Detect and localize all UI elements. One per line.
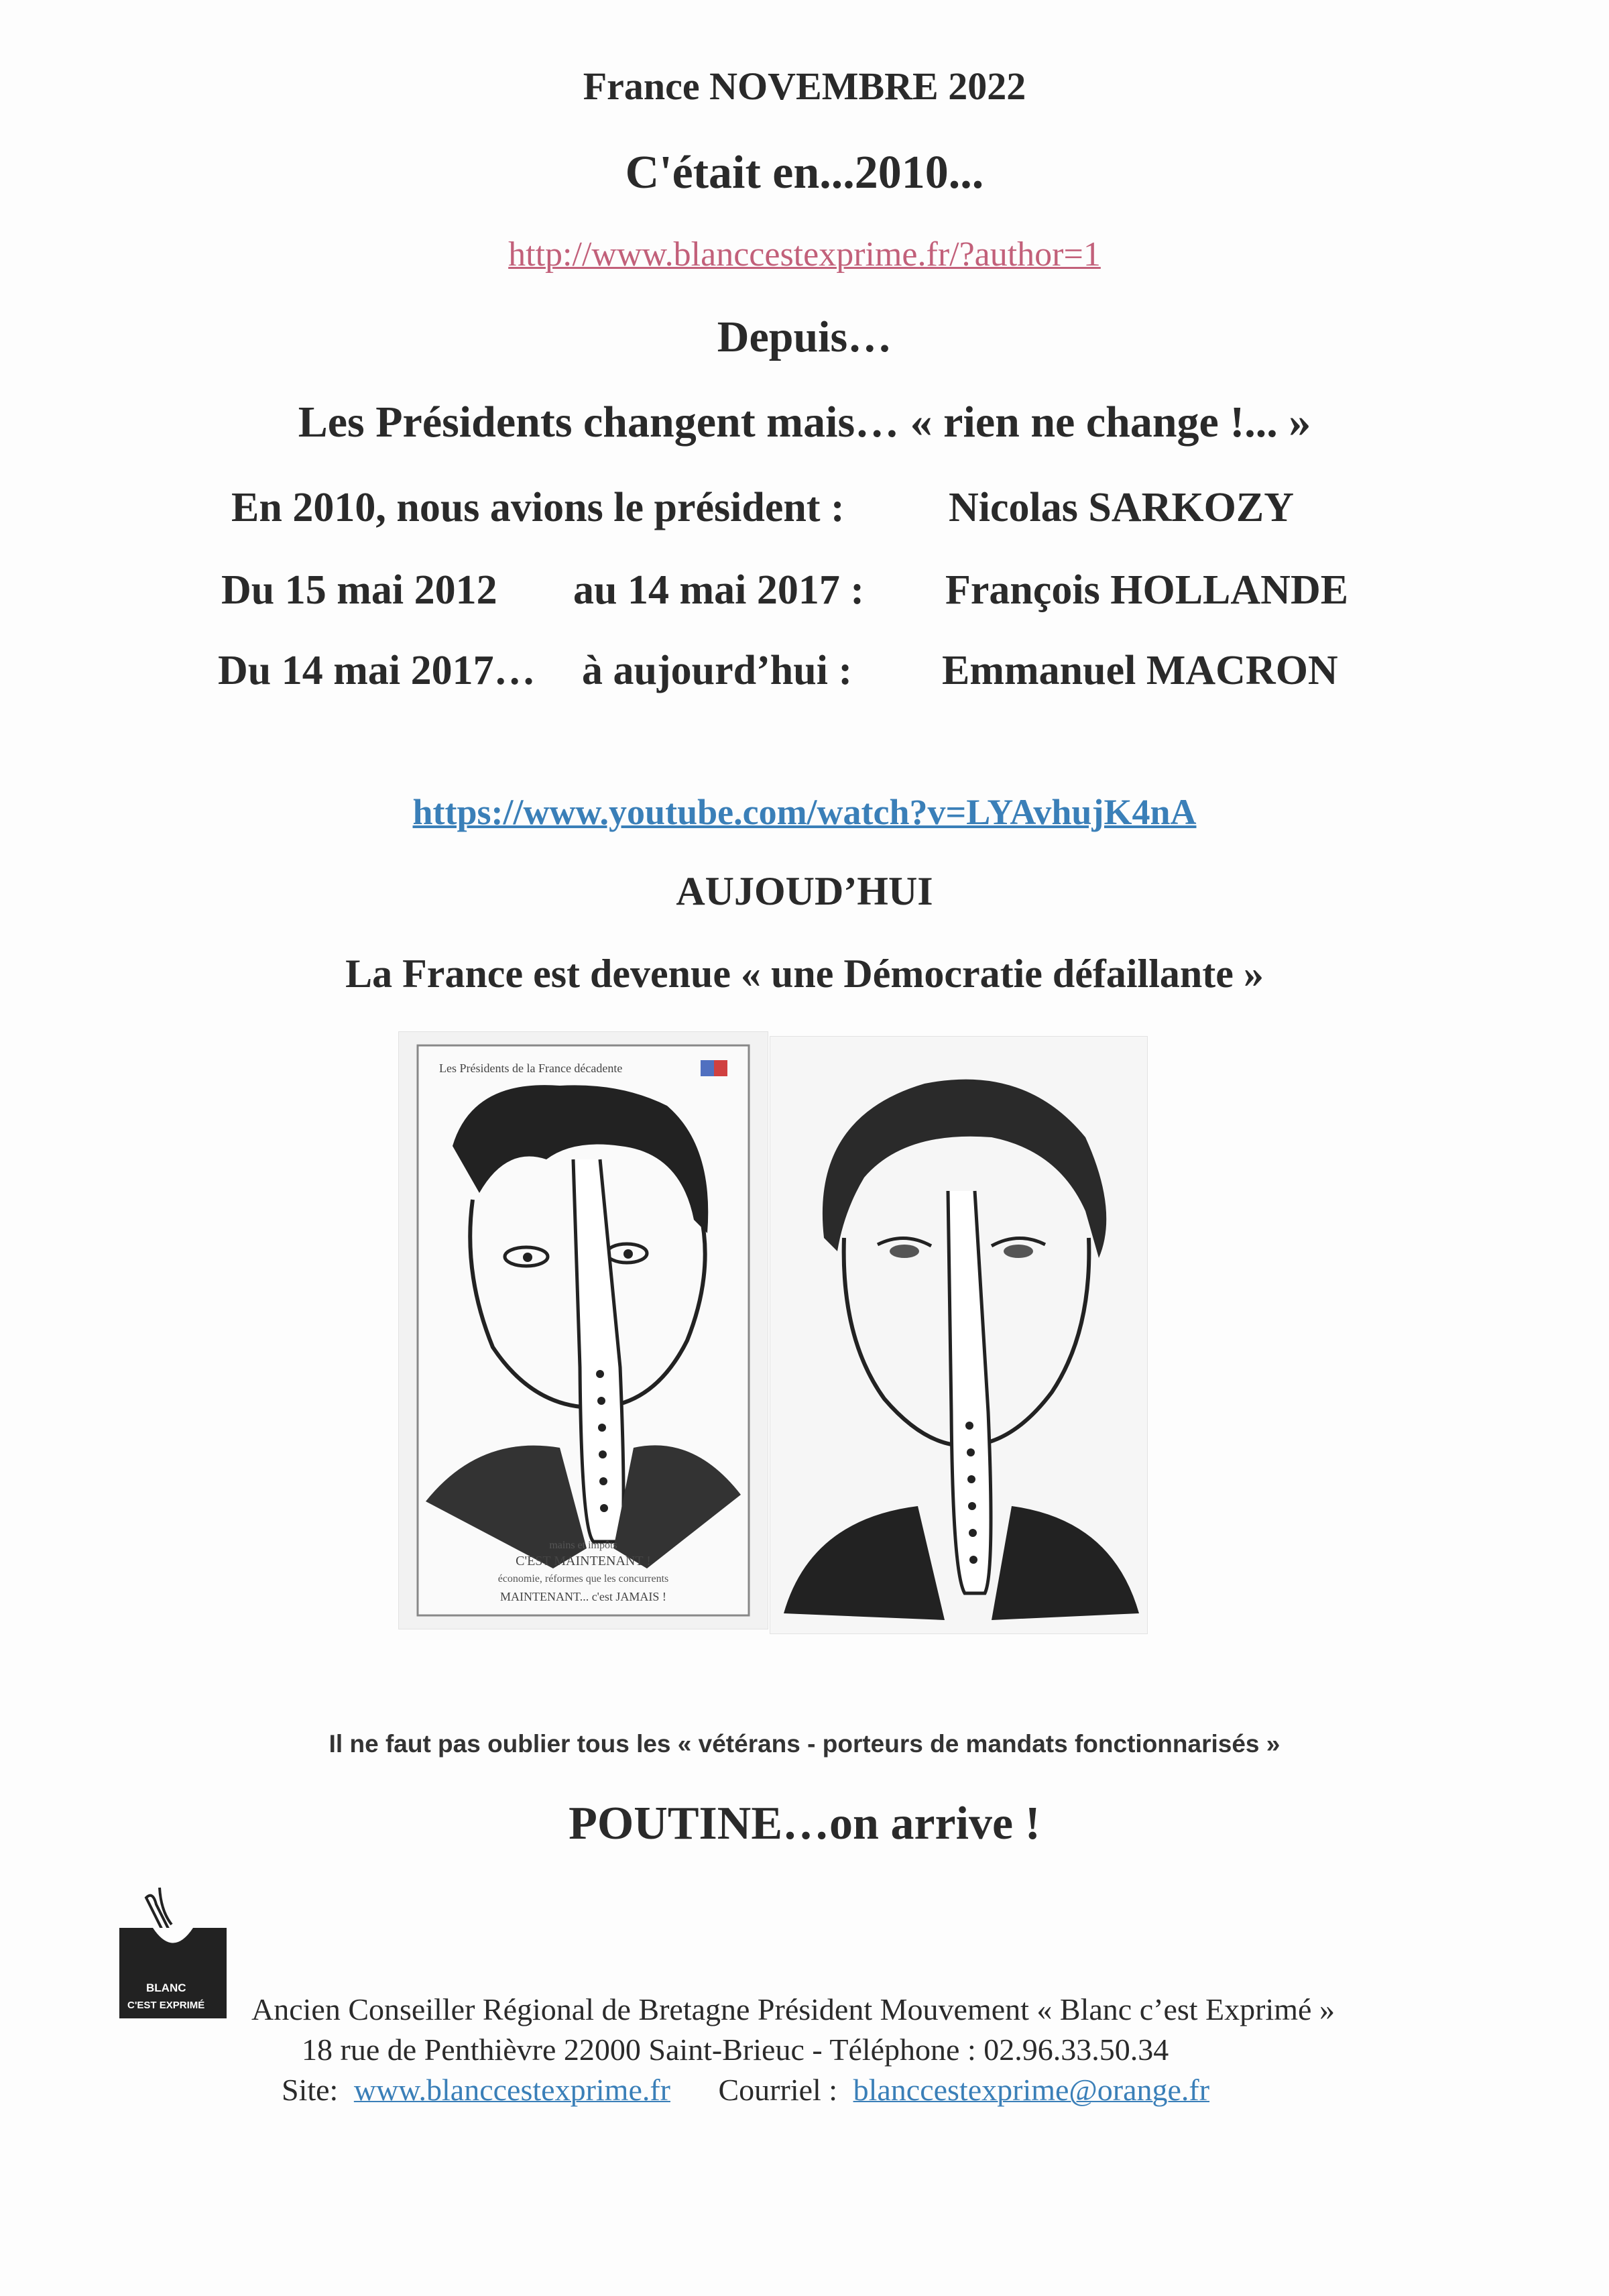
date-heading: France NOVEMBRE 2022 — [583, 64, 1026, 108]
row3-name: Emmanuel MACRON — [942, 648, 1338, 693]
row2-period-start: Du 15 mai 2012 — [221, 567, 497, 613]
row1-period: En 2010, nous avions le président : — [231, 485, 845, 530]
mail-link[interactable]: blanccestexprime@orange.fr — [853, 2073, 1210, 2107]
punchline: POUTINE…on arrive ! — [569, 1798, 1040, 1849]
today-heading: AUJOUD’HUI — [676, 869, 933, 913]
row2-period-end: au 14 mai 2017 : — [573, 567, 864, 613]
democracy-statement: La France est devenue « une Démocratie défaillante » — [345, 952, 1264, 996]
cartoon-caption4: MAINTENANT... c'est JAMAIS ! — [500, 1590, 666, 1603]
blanc-cest-exprime-logo — [119, 1884, 227, 2018]
row2-name: François HOLLANDE — [945, 567, 1349, 613]
cartoon-sarkozy-hollande — [398, 1031, 768, 1629]
footer-contact — [282, 2072, 1209, 2108]
site-label: Site: — [282, 2073, 339, 2107]
cartoon-macron — [770, 1036, 1148, 1634]
depuis-heading: Depuis… — [717, 312, 892, 361]
row1-name: Nicolas SARKOZY — [949, 485, 1294, 530]
cartoon-header: Les Présidents de la France décadente — [439, 1061, 623, 1075]
cartoon-caption2: C'EST MAINTENANT ! — [516, 1554, 651, 1568]
veterans-note: Il ne faut pas oublier tous les « vétérans - porteurs de mandats fonctionnarisés » — [329, 1730, 1280, 1758]
logo-text2: C'EST EXPRIMÉ — [127, 2000, 205, 2011]
logo-text1: BLANC — [146, 1982, 186, 1994]
footer-line1: Ancien Conseiller Régional de Bretagne Président Mouvement « Blanc c’est Exprimé » — [251, 1992, 1335, 2026]
site-link[interactable]: www.blanccestexprime.fr — [353, 2073, 670, 2107]
youtube-link[interactable]: https://www.youtube.com/watch?v=LYAvhujK4nA — [412, 792, 1197, 832]
cartoon-caption1: mains et impôts — [549, 1540, 617, 1551]
author-link[interactable]: http://www.blanccestexprime.fr/?author=1 — [508, 235, 1101, 274]
presidents-heading: Les Présidents changent mais… « rien ne change !... » — [298, 398, 1311, 447]
subtitle: C'était en...2010... — [625, 147, 984, 198]
footer-address: 18 rue de Penthièvre 22000 Saint-Brieuc - Téléphone : 02.96.33.50.34 — [302, 2032, 1169, 2067]
cartoon-caption3: économie, réformes que les concurrents — [497, 1573, 669, 1585]
mail-label: Courriel : — [718, 2073, 838, 2107]
row3-period-end: à aujourd’hui : — [582, 648, 853, 693]
row3-period-start: Du 14 mai 2017… — [218, 648, 536, 693]
